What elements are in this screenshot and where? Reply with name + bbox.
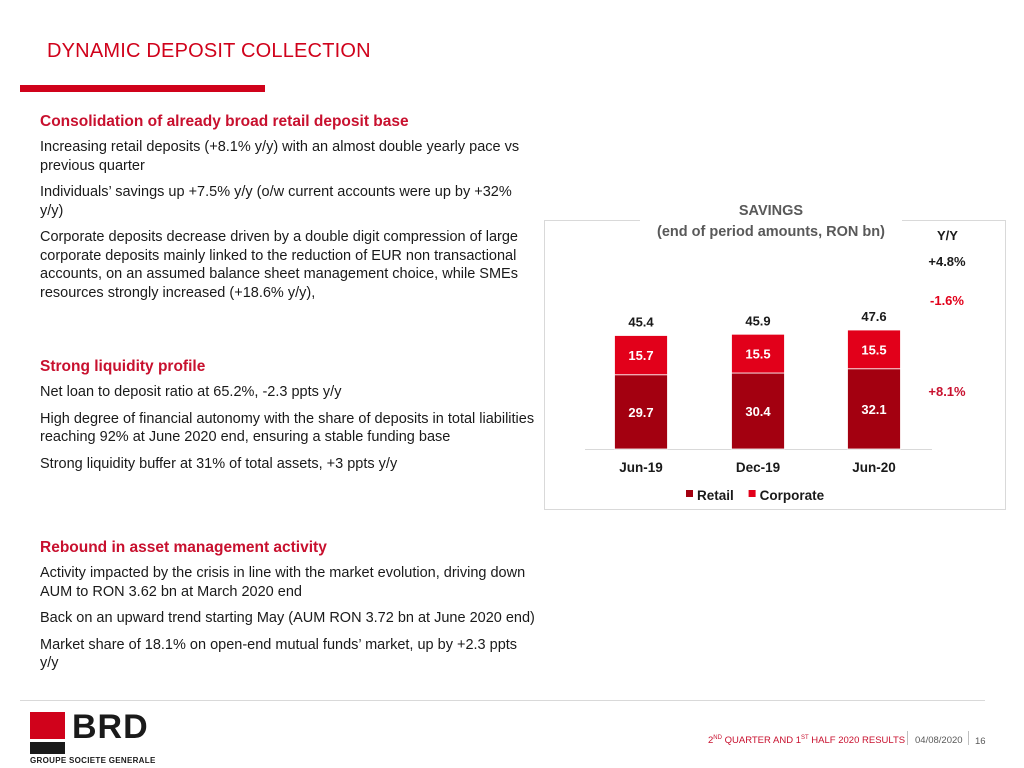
page-number: 16 [975,736,986,747]
logo-text: BRD [72,708,149,746]
bullet-text: Activity impacted by the crisis in line with the market evolution, driving down AUM to RON 3.62 bn at March 2020 end [40,565,526,600]
legend-swatch-retail [686,490,693,497]
bullet-text: Net loan to deposit ratio at 65.2%, -2.3 ppts y/y [40,384,342,400]
yoy-label: -1.6% [930,293,964,308]
data-label-retail: 30.4 [745,404,771,419]
report-title-part: QUARTER AND 1 [721,735,801,747]
bullet-text: High degree of financial autonomy with the share of deposits in total liabilities reaching 92% at June 2020 end, ensuring a stable funding base [40,410,535,445]
data-label-retail: 29.7 [628,404,654,420]
report-title-sup: ND [713,735,722,741]
logo-black-block [30,742,65,754]
bullet-text: Individuals’ savings up +7.5% y/y (o/w current accounts were up by +32% y/y) [40,184,512,219]
legend-label-retail: Retail [697,488,734,503]
logo-subtitle: GROUPE SOCIETE GENERALE [30,756,156,765]
logo-red-block [30,712,65,742]
legend-label-corporate: Corporate [759,488,825,503]
bullet-text: Corporate deposits decrease driven by a double digit compression of large corporate deposits mainly linked to the reduction of EUR non transactional accounts, on an assumed balance sheet management choice, while SMEs resources strongly increased (+18.6% y/y), [40,229,518,301]
footer-separator [907,731,908,745]
yoy-label: +8.1% [928,384,966,399]
bullet-text: Increasing retail deposits (+8.1% y/y) with an almost double yearly pace vs previous quarter [40,139,520,174]
tick-label: Jun-19 [619,460,663,475]
data-label-retail: 32.1 [861,401,887,417]
legend-swatch-corporate [749,490,756,497]
section-heading: Rebound in asset management activity [40,539,327,556]
chart-title-line2: (end of period amounts, RON bn) [657,224,885,240]
data-label-total: 47.6 [861,309,887,324]
chart-title-line1: SAVINGS [738,203,804,219]
page-title: DYNAMIC DEPOSIT COLLECTION [47,40,371,62]
footer-divider [20,700,985,701]
section-heading: Strong liquidity profile [40,358,206,375]
report-title-sup: ST [800,735,809,741]
tick-label: Jun-20 [852,460,896,475]
bullet-text: Back on an upward trend starting May (AUM RON 3.72 bn at June 2020 end) [40,610,535,626]
data-label-corporate: 15.7 [628,348,654,364]
section-heading: Consolidation of already broad retail deposit base [40,113,409,130]
bullet-text: Market share of 18.1% on open-end mutual funds’ market, up by +2.3 ppts y/y [40,636,518,671]
chart-title [640,201,902,243]
yoy-label: +4.8% [928,254,966,269]
report-title [708,735,905,746]
data-label-corporate: 15.5 [861,342,887,358]
report-title-part: HALF 2020 RESULTS [808,735,906,747]
data-label-total: 45.4 [628,314,654,330]
data-label-corporate: 15.5 [745,346,771,362]
tick-label: Dec-19 [735,460,781,475]
yoy-header: Y/Y [937,228,958,243]
report-title-part: 2 [708,735,714,747]
data-label-total: 45.9 [745,313,771,329]
footer-separator [968,731,969,745]
bullet-text: Strong liquidity buffer at 31% of total assets, +3 ppts y/y [40,455,398,472]
report-date: 04/08/2020 [915,735,963,746]
